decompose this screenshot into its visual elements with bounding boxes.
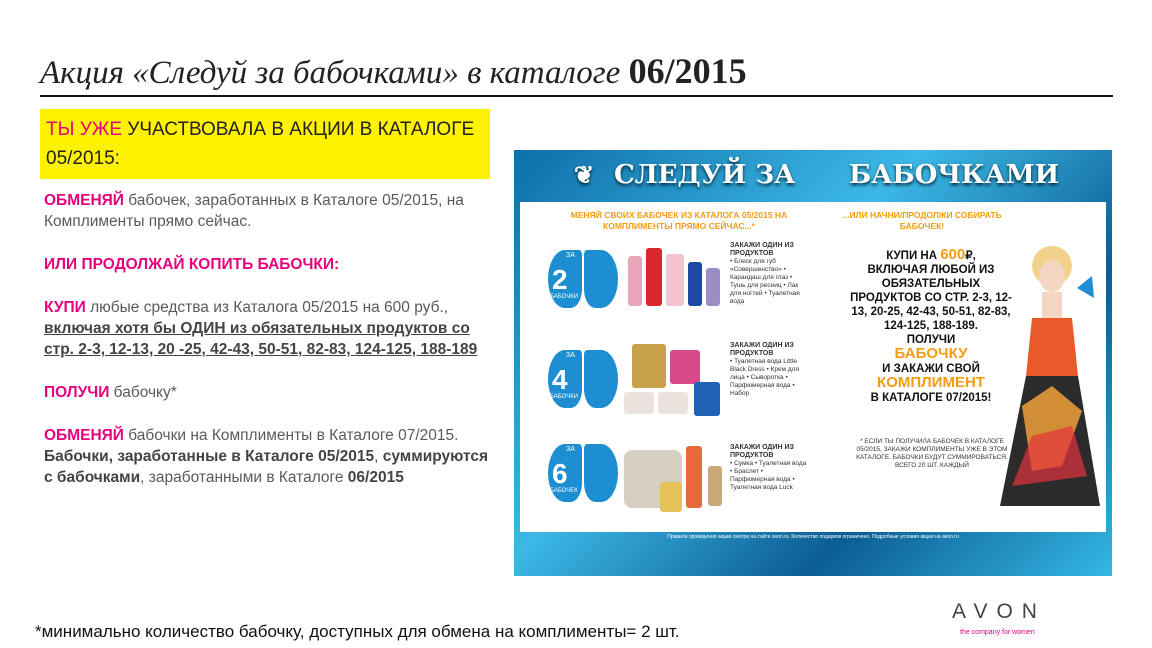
exchange2-text: бабочки на Комплименты в Каталоге 07/2015. (123, 427, 459, 444)
tier-count: 6 (552, 458, 568, 489)
tier-head: ЗАКАЖИ ОДИН ИЗ ПРОДУКТОВ (730, 242, 794, 257)
tier-product-list (730, 342, 808, 398)
tier-za: ЗА (566, 446, 575, 453)
buy-label: КУПИ (44, 299, 86, 316)
catalog-header (514, 150, 1112, 198)
catalog-header-right: БАБОЧКАМИ (849, 160, 1060, 190)
avon-logo: AVON (952, 600, 1046, 623)
tier-product-list (730, 242, 808, 306)
banner-prefix: ТЫ УЖЕ (46, 119, 122, 140)
model-photo (992, 236, 1102, 528)
catalog-footer: Правила проведения акции смотри на сайте avon.ru. Количество подарков ограничено. Подробные условия акции на avon.ru (667, 534, 959, 540)
footnote: *минимально количество бабочку, доступных для обмена на комплименты= 2 шт. (35, 622, 680, 641)
exchange2-dark3: 06/2015 (347, 469, 404, 486)
catalog-sub-left: МЕНЯЙ СВОИХ БАБОЧЕК ИЗ КАТАЛОГА 05/2015 НА КОМПЛИМЕНТЫ ПРЯМО СЕЙЧАС...* (570, 210, 788, 231)
offer-butterfly: БАБОЧКУ (894, 345, 968, 362)
tier-label: БАБОЧКИ (550, 294, 579, 300)
buy-pages: включая хотя бы ОДИН из обязательных продуктов со стр. 2-3, 12-13, 20 -25, 42-43, 50-51, 82-83, 124-125, 188-189 (44, 320, 478, 358)
product-image (688, 262, 702, 306)
tier-head: ЗАКАЖИ ОДИН ИЗ ПРОДУКТОВ (730, 342, 794, 357)
tier-head: ЗАКАЖИ ОДИН ИЗ ПРОДУКТОВ (730, 444, 794, 459)
product-image (658, 392, 688, 414)
product-image (632, 344, 666, 388)
title-number: 06/2015 (628, 51, 747, 91)
tier-count: 4 (552, 364, 568, 395)
highlight-banner (40, 109, 490, 179)
paragraph-exchange-07 (44, 425, 489, 488)
page-title (40, 50, 747, 92)
offer-get: ПОЛУЧИ (906, 334, 956, 346)
product-image (670, 350, 700, 384)
catalog-sub-right: ...ИЛИ НАЧНИ/ПРОДОЛЖИ СОБИРАТЬ БАБОЧЕК! (842, 210, 1002, 231)
continue-label: ИЛИ ПРОДОЛЖАЙ КОПИТЬ БАБОЧКИ: (44, 256, 340, 273)
tier-text: • Сумка • Туалетная вода • Браслет • Парфюмерная вода • Туалетная вода Luck (730, 460, 807, 491)
exchange2-text3: , заработанными в Каталоге (140, 469, 348, 486)
product-image (646, 248, 662, 306)
product-image (624, 392, 654, 414)
tier-product-list (730, 444, 808, 492)
tagline-the: the (960, 629, 970, 636)
exchange2-label: ОБМЕНЯЙ (44, 427, 124, 444)
paragraph-continue (44, 254, 489, 275)
comma: , (374, 448, 383, 465)
get-label: ПОЛУЧИ (44, 384, 110, 401)
title-text: Акция «Следуй за бабочками» в каталоге (40, 55, 621, 91)
offer-compliment: КОМПЛИМЕНТ (877, 374, 985, 391)
offer-pages: ВКЛЮЧАЯ ЛЮБОЙ ИЗ ОБЯЗАТЕЛЬНЫХ ПРОДУКТОВ СО СТР. 2-3, 12-13, 20-25, 42-43, 50-51, 82-83, 124-125, 188-189. (850, 264, 1012, 332)
exchange2-dark: Бабочки, заработанные в Каталоге 05/2015 (44, 448, 375, 465)
buy-text: любые средства из Каталога 05/2015 на 600 руб., (85, 299, 449, 316)
catalog-panel (520, 202, 1106, 532)
paragraph-get (44, 382, 489, 403)
title-rule (40, 95, 1113, 97)
tier-count: 2 (552, 264, 568, 295)
exchange2-dark2: суммируются с бабочками (44, 448, 489, 486)
butterfly-icon (548, 250, 618, 320)
tier-label: БАБОЧКИ (550, 394, 579, 400)
product-image (666, 254, 684, 306)
catalog-header-left: СЛЕДУЙ ЗА (614, 160, 796, 190)
paragraph-exchange (44, 190, 489, 232)
offer-order: И ЗАКАЖИ СВОЙ (882, 363, 980, 375)
exchange-text: бабочек, заработанных в Каталоге 05/2015, на Комплименты прямо сейчас. (44, 192, 464, 230)
product-image (694, 382, 720, 416)
promo-text (44, 190, 489, 488)
tier-text: • Блеск для губ «Совершенство» • Карандаш для глаз • Тушь для ресниц • Лак для ногтей • Туалетная вода (730, 258, 800, 305)
offer-catalog: В КАТАЛОГЕ 07/2015! (870, 392, 992, 404)
product-image (706, 268, 720, 306)
tagline-text: company for women (969, 629, 1035, 636)
product-image (686, 446, 702, 508)
offer-currency: ₽, (965, 250, 976, 262)
exchange-label: ОБМЕНЯЙ (44, 192, 124, 209)
product-image (628, 256, 642, 306)
butterfly-icon: ❦ (574, 160, 595, 189)
catalog-page-image (514, 150, 1112, 576)
product-image (708, 466, 722, 506)
get-text: бабочку* (109, 384, 177, 401)
banner-text: УЧАСТВОВАЛА В АКЦИИ В КАТАЛОГЕ 05/2015: (46, 119, 475, 169)
tier-label: БАБОЧЕК (550, 488, 578, 494)
butterfly-icon (548, 444, 618, 514)
tier-za: ЗА (566, 252, 575, 259)
catalog-right-offer (846, 248, 1016, 405)
catalog-footnote: * ЕСЛИ ТЫ ПОЛУЧИЛА БАБОЧЕК В КАТАЛОГЕ 05/2015, ЗАКАЖИ КОМПЛИМЕНТЫ УЖЕ В ЭТОМ КАТАЛОГЕ. БАБОЧКИ БУДУТ СУММИРОВАТЬСЯ. ВСЕГО 20 ШТ. КАЖДЫЙ (856, 438, 1008, 469)
avon-tagline (960, 629, 1035, 636)
tier-text: • Туалетная вода Little Black Dress • Крем для лица • Сыворотка • Парфюмерная вода • Набор (730, 358, 799, 397)
tier-za: ЗА (566, 352, 575, 359)
offer-buy: КУПИ НА (886, 250, 938, 262)
paragraph-buy (44, 297, 489, 360)
offer-amount: 600 (940, 246, 966, 263)
butterfly-icon (548, 350, 618, 420)
product-image (660, 482, 682, 512)
